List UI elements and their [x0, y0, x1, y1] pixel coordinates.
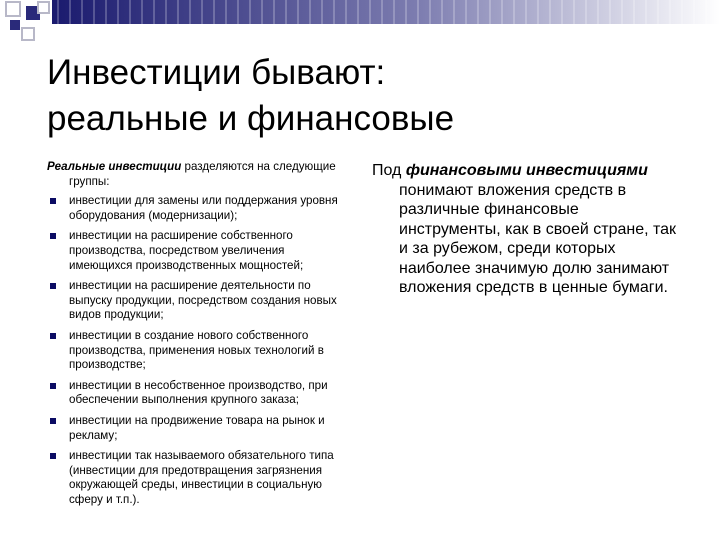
list-item-text: инвестиции в создание нового собственного производства, применения новых технологий в производстве;	[69, 328, 324, 372]
slide-title	[47, 50, 687, 142]
square-bullet-icon	[50, 383, 56, 389]
list-item	[47, 414, 347, 443]
square-bullet-icon	[50, 283, 56, 289]
square-bullet-icon	[50, 453, 56, 459]
header-gradient-bar	[52, 0, 720, 24]
list-item-text: инвестиции так называемого обязательного типа (инвестиции для предотвращения загрязнения окружающей среды, инвестиции в социальную сферу и т.п.).	[69, 449, 334, 506]
corner-square-top-right-small	[38, 2, 49, 13]
header-decoration	[0, 0, 720, 48]
paragraph-text: понимают вложения средств в различные финансовые инструменты, как в своей стране, так и за рубежом, среди которых наиболее значимую долю занимают вложения средств в ценные бумаги.	[399, 181, 677, 296]
list-item	[47, 379, 347, 408]
square-bullet-icon	[50, 233, 56, 239]
financial-investments-term: финансовыми инвестициями	[405, 162, 648, 179]
list-item	[47, 229, 347, 273]
list-item-text: инвестиции для замены или поддержания уровня оборудования (модернизации);	[69, 194, 338, 222]
list-item	[47, 194, 347, 223]
slide-title-line-1: Инвестиции бывают:	[47, 53, 386, 92]
list-item	[47, 329, 347, 373]
investment-groups-list	[47, 194, 347, 507]
list-item-text: инвестиции на продвижение товара на рынок и рекламу;	[69, 413, 325, 442]
square-bullet-icon	[50, 198, 56, 204]
list-item	[47, 449, 347, 507]
list-item-text: инвестиции в несобственное производство, при обеспечении выполнения крупного заказа;	[69, 378, 328, 407]
list-item-text: инвестиции на расширение собственного производства, посредством увеличения имеющихся производственных мощностей;	[69, 229, 304, 272]
real-investments-column	[47, 160, 347, 513]
slide-title-line-2: реальные и финансовые	[47, 99, 455, 138]
list-item	[47, 279, 347, 323]
corner-square-bottom	[22, 28, 34, 40]
real-investments-intro	[47, 160, 347, 189]
real-investments-term: Реальные инвестиции	[47, 160, 182, 173]
corner-square-middle	[10, 20, 20, 30]
square-bullet-icon	[50, 333, 56, 339]
list-item-text: инвестиции на расширение деятельности по выпуску продукции, посредством создания новых видов продукции;	[69, 279, 337, 322]
square-bullet-icon	[50, 418, 56, 424]
paragraph-prefix: Под	[372, 162, 406, 179]
real-investments-intro-text: разделяются на следующие группы:	[69, 160, 336, 188]
financial-investments-column	[372, 161, 682, 298]
financial-investments-paragraph	[372, 161, 682, 298]
corner-square-top-left	[6, 2, 20, 16]
